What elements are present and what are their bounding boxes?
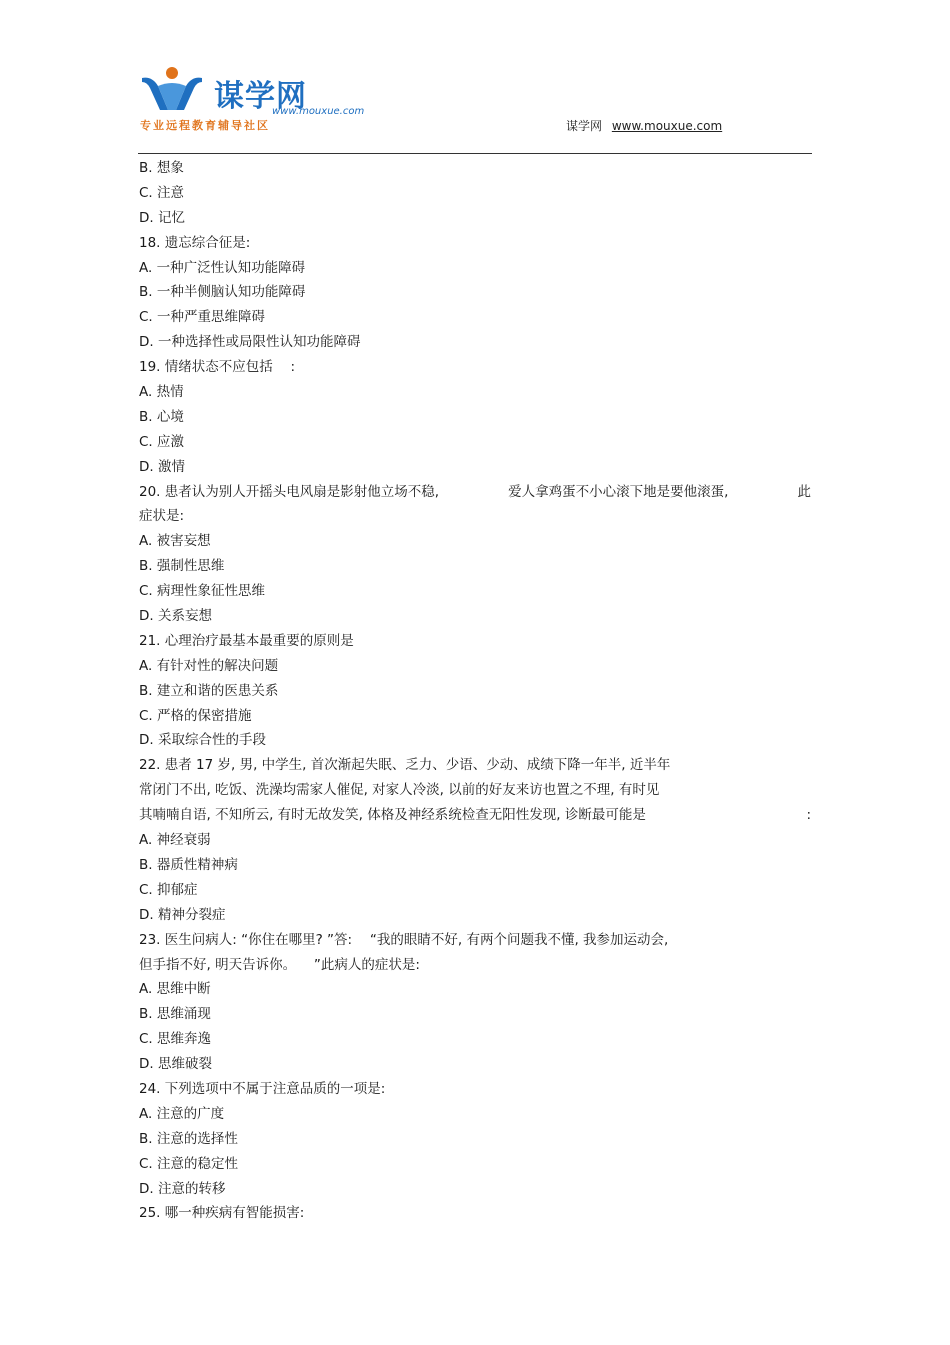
question-23-stem-line2: 但手指不好, 明天告诉你。 ”此病人的症状是: (139, 956, 420, 973)
q18-option-a: A. 一种广泛性认知功能障碍 (139, 259, 306, 276)
logo-slogan: 专业远程教育辅导社区 (140, 119, 270, 132)
question-19-stem: 19. 情绪状态不应包括 : (139, 359, 296, 376)
q20-option-a: A. 被害妄想 (139, 533, 211, 550)
question-20-stem-line1 (139, 480, 811, 505)
q23-option-a: A. 思维中断 (139, 981, 211, 998)
q22-stem-part1: 其喃喃自语, 不知所云, 有时无故发笑, 体格及神经系统检查无阳性发现, 诊断最可能是 (139, 807, 646, 824)
q18-option-d: D. 一种选择性或局限性认知功能障碍 (139, 334, 361, 351)
question-25-stem: 25. 哪一种疾病有智能损害: (139, 1205, 305, 1222)
q20-stem-part1: 20. 患者认为别人开摇头电风扇是影射他立场不稳, (139, 483, 440, 500)
q23-option-d: D. 思维破裂 (139, 1056, 212, 1073)
q22-stem-part2: : (806, 807, 811, 824)
question-23-stem-line1: 23. 医生问病人: “你住在哪里? ”答: “我的眼睛不好, 有两个问题我不懂, 我参加运动会, (139, 931, 669, 948)
q20-option-c: C. 病理性象征性思维 (139, 583, 266, 600)
q19-option-d: D. 激情 (139, 458, 185, 475)
q22-option-c: C. 抑郁症 (139, 881, 198, 898)
q24-option-b: B. 注意的选择性 (139, 1130, 238, 1147)
q21-option-b: B. 建立和谐的医患关系 (139, 682, 279, 699)
question-22-stem-line3 (139, 803, 811, 828)
book-logo-icon (138, 66, 218, 116)
question-22-stem-line2: 常闭门不出, 吃饭、洗澡均需家人催促, 对家人冷淡, 以前的好友来访也置之不理, 有时见 (139, 782, 660, 799)
site-label (566, 117, 722, 134)
q21-option-c: C. 严格的保密措施 (139, 707, 252, 724)
q19-option-c: C. 应激 (139, 433, 185, 450)
q19-option-b: B. 心境 (139, 408, 184, 425)
question-18-stem: 18. 遗忘综合征是: (139, 234, 251, 251)
page-header (0, 0, 950, 156)
option-d: D. 记忆 (139, 209, 185, 226)
q22-option-d: D. 精神分裂症 (139, 906, 226, 923)
q21-option-d: D. 采取综合性的手段 (139, 732, 266, 749)
question-22-stem-line1: 22. 患者 17 岁, 男, 中学生, 首次渐起失眠、乏力、少语、少动、成绩下降一年半, 近半年 (139, 757, 671, 774)
q20-stem-part2: 爱人拿鸡蛋不小心滚下地是要他滚蛋, (508, 483, 729, 500)
logo-name: 谋学网 (214, 79, 307, 114)
q24-option-a: A. 注意的广度 (139, 1105, 225, 1122)
q22-option-b: B. 器质性精神病 (139, 856, 238, 873)
question-21-stem: 21. 心理治疗最基本最重要的原则是 (139, 632, 354, 649)
q24-option-c: C. 注意的稳定性 (139, 1155, 239, 1172)
q22-option-a: A. 神经衰弱 (139, 832, 211, 849)
site-url-link[interactable]: www.mouxue.com (611, 119, 723, 133)
q20-stem-part3: 此 (797, 483, 811, 500)
q20-option-d: D. 关系妄想 (139, 608, 212, 625)
q20-option-b: B. 强制性思维 (139, 558, 225, 575)
q21-option-a: A. 有针对性的解决问题 (139, 657, 279, 674)
q24-option-d: D. 注意的转移 (139, 1180, 226, 1197)
option-c: C. 注意 (139, 184, 185, 201)
header-divider (138, 153, 812, 154)
site-logo[interactable] (138, 66, 365, 136)
question-content (139, 156, 811, 1226)
logo-url: www.mouxue.com (272, 106, 365, 117)
question-20-stem-line2: 症状是: (139, 508, 185, 525)
q23-option-c: C. 思维奔逸 (139, 1031, 212, 1048)
q23-option-b: B. 思维涌现 (139, 1006, 211, 1023)
option-b: B. 想象 (139, 160, 184, 176)
site-name: 谋学网 (566, 119, 603, 133)
q18-option-c: C. 一种严重思维障碍 (139, 309, 266, 326)
question-24-stem: 24. 下列选项中不属于注意品质的一项是: (139, 1080, 386, 1097)
q18-option-b: B. 一种半侧脑认知功能障碍 (139, 284, 306, 301)
q19-option-a: A. 热情 (139, 384, 184, 401)
